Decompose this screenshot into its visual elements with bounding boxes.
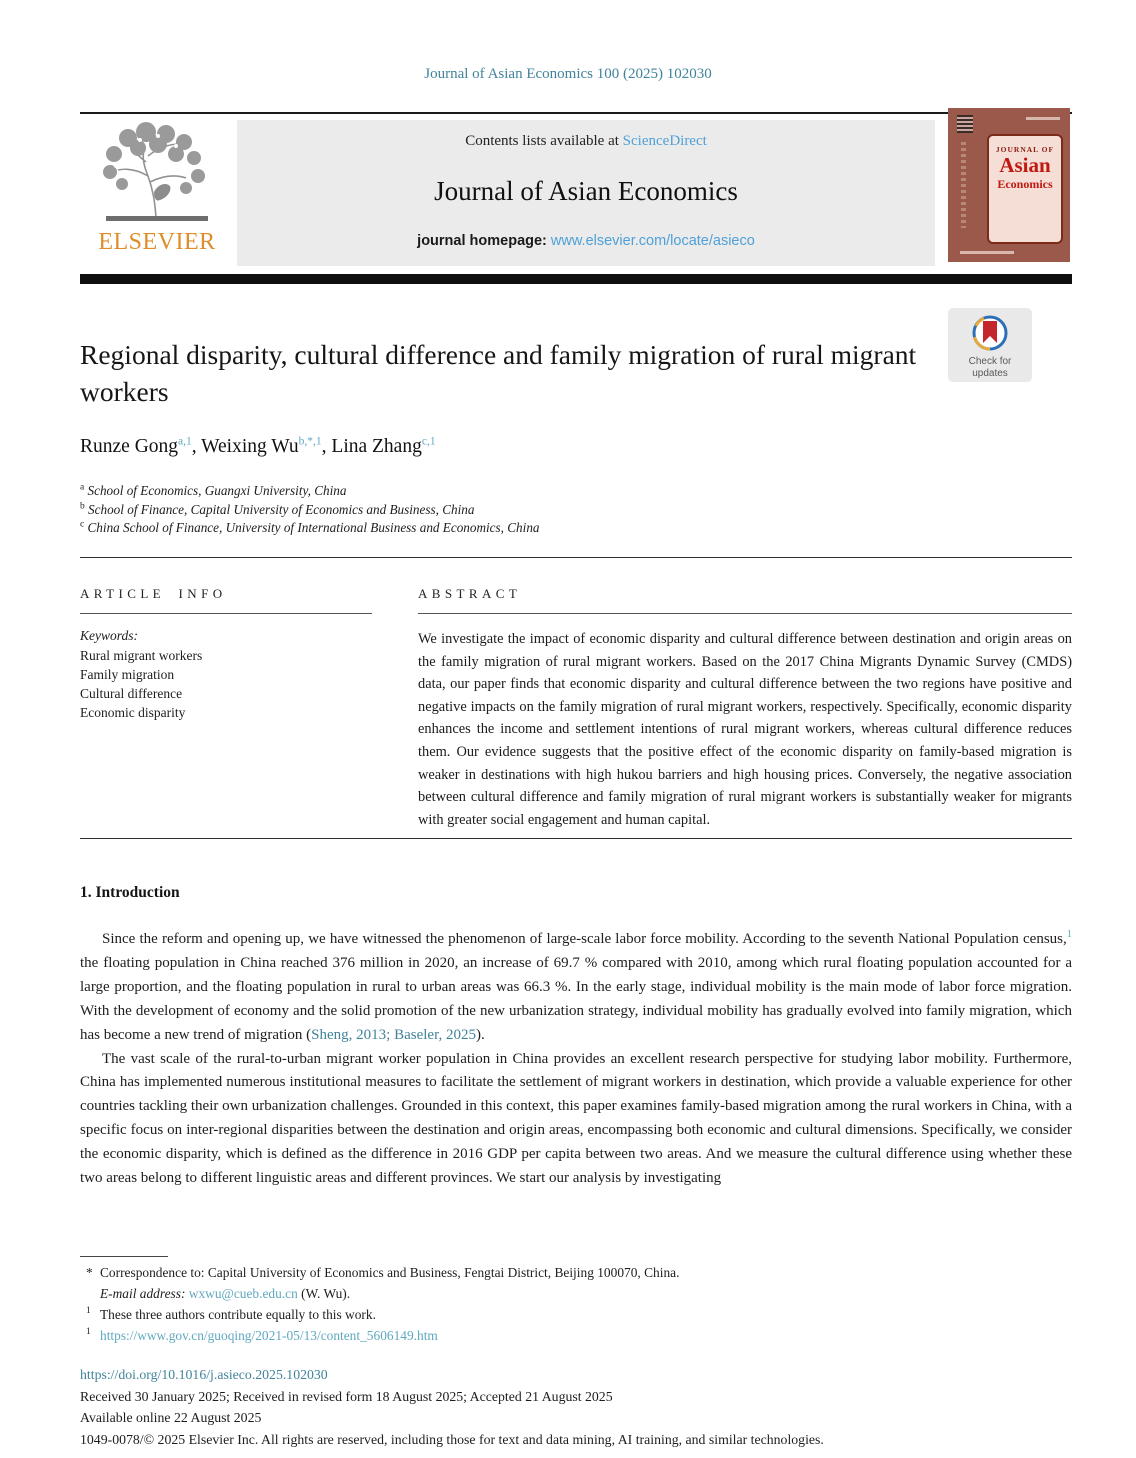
check-for-updates-badge[interactable]	[948, 308, 1032, 382]
article-title: Regional disparity, cultural difference and family migration of rural migrant workers	[80, 339, 917, 408]
abstract-heading: ABSTRACT	[418, 586, 522, 601]
citation-link-sheng-baseler[interactable]: Sheng, 2013; Baseler, 2025	[311, 1026, 476, 1043]
homepage-label: journal homepage:	[417, 233, 551, 249]
copyright-line: 1049-0078/© 2025 Elsevier Inc. All rights are reserved, including those for text and data mining, AI training, and similar technologies.	[80, 1431, 824, 1447]
author-separator: ,	[191, 436, 202, 457]
elsevier-logo[interactable]	[82, 122, 232, 256]
intro-p1-text-b: the floating population in China reached 376 million in 2020, an increase of 69.7 % compared with 2010, among which rural floating population accounted for a large proportion, and the floating population in rural to urban areas was 66.3 %. In the early stage, individual mobility is the main mode of labor force migration. With the development of economy and the solid promotion of the new urbanization strategy, individual mobility has gradually evolved into family migration, which has become a new trend of migration (	[80, 954, 1072, 1043]
intro-paragraph-1	[80, 928, 1072, 1048]
affiliation-line	[80, 519, 540, 538]
journal-banner	[237, 120, 935, 266]
asterisk-marker: *	[86, 1265, 93, 1280]
footnote-marker-1: 1	[86, 1306, 91, 1316]
article-footer	[80, 1364, 1072, 1450]
abstract-text: We investigate the impact of economic disparity and cultural difference between destination and origin areas on the family migration of rural migrant workers. Based on the 2017 China Migrants Dynamic Survey (CMDS) data, our paper finds that economic disparity and cultural difference between the two regions have positive and negative impacts on the family migration of rural migrant workers, respectively. Specifically, economic disparity enhances the income and settlement intentions of rural migrant workers, whereas cultural difference reduces them. Our evidence suggests that the positive effect of the economic disparity on family-based migration is weaker in destinations with high hukou barriers and high housing prices. Conversely, the negative association between cultural difference and family migration of rural migrant workers is substantially weaker for migrants with greater social engagement and human capital.	[418, 631, 1072, 828]
homepage-link[interactable]: www.elsevier.com/locate/asieco	[550, 233, 755, 249]
affiliation-text: School of Finance, Capital University of Economics and Business, China	[88, 501, 475, 517]
abstract-column	[418, 586, 1072, 831]
intro-p1-text-c: ).	[475, 1026, 485, 1043]
section-divider	[80, 557, 1072, 558]
elsevier-wordmark: ELSEVIER	[98, 229, 216, 255]
keyword: Family migration	[80, 666, 175, 682]
article-info-column	[80, 586, 372, 723]
available-online: Available online 22 August 2025	[80, 1410, 262, 1425]
author-name: Lina Zhang	[331, 436, 422, 457]
affiliation-line	[80, 482, 540, 501]
affiliation-sup: c	[80, 520, 85, 531]
equal-contribution-footnote	[84, 1304, 1044, 1325]
contents-lists-text: Contents lists available at	[465, 133, 623, 149]
intro-p1-text-a: Since the reform and opening up, we have witnessed the phenomenon of large-scale labor force mobility. According to the seventh National Population census,	[102, 931, 1067, 947]
article-info-heading: ARTICLE INFO	[80, 586, 227, 601]
email-suffix: (W. Wu).	[297, 1286, 351, 1301]
abstract-rule	[418, 613, 1072, 614]
received-dates: Received 30 January 2025; Received in revised form 18 August 2025; Accepted 21 August 2025	[80, 1388, 613, 1404]
cover-footer-text	[960, 251, 1014, 254]
email-label: E-mail address:	[100, 1286, 186, 1301]
affiliation-text: School of Economics, Guangxi University, China	[87, 483, 347, 498]
keyword: Economic disparity	[80, 704, 186, 720]
author-list	[80, 436, 436, 458]
journal-cover-thumbnail[interactable]	[948, 108, 1070, 262]
gov-census-link[interactable]: https://www.gov.cn/guoqing/2021-05/13/content_5606149.htm	[100, 1328, 438, 1343]
introduction-body	[80, 928, 1072, 1191]
article-info-rule	[80, 613, 372, 614]
affiliation-line	[80, 501, 540, 520]
keyword: Rural migrant workers	[80, 648, 203, 663]
cover-spine-text	[961, 142, 966, 228]
author-sup[interactable]: a,1	[178, 435, 192, 448]
author-sup[interactable]: b,*,1	[298, 435, 322, 448]
intro-paragraph-2: The vast scale of the rural-to-urban migrant worker population in China provides an excellent research perspective for studying labor mobility. Furthermore, China has implemented numerous institutional measures to facilitate the settlement of migrant workers in destination, which provide a valuable experience for other countries tackling their own urbanization challenges. Grounded in this context, this paper examines family-based migration among the rural workers in China, with a specific focus on inter-regional disparities between the destination and origin areas, encompassing both economic and cultural dimensions. Specifically, we consider the economic disparity, which is defined as the difference in 2016 GDP per capita between two areas. And we measure the cultural difference using whether these two areas belong to different linguistic areas and different provinces. We start our analysis by investigating	[80, 1050, 1072, 1187]
affiliation-sup: b	[80, 501, 85, 512]
census-link-footnote	[84, 1325, 1044, 1346]
section-divider	[80, 838, 1072, 839]
cover-title-line2: Economics	[997, 177, 1053, 191]
cover-journal-of: JOURNAL OF	[995, 145, 1055, 154]
email-footnote	[84, 1283, 1044, 1304]
footnotes	[84, 1262, 1044, 1346]
affiliation-text: China School of Finance, University of International Business and Economics, China	[87, 520, 540, 536]
author-name: Runze Gong	[80, 436, 179, 457]
keywords-label: Keywords:	[80, 628, 138, 643]
affiliation-list	[80, 482, 540, 538]
cover-title-panel	[987, 134, 1063, 244]
affiliation-sup: a	[80, 482, 85, 493]
email-link[interactable]: wxwu@cueb.edu.cn	[188, 1286, 298, 1301]
check-for-updates-label: Check for updates	[968, 356, 1012, 379]
equal-contribution-text: These three authors contribute equally to this work.	[100, 1307, 376, 1322]
journal-header	[80, 112, 1072, 272]
author-separator: ,	[321, 436, 332, 457]
correspondence-footnote	[84, 1262, 1044, 1283]
footnote-reference-1[interactable]: 1	[1066, 929, 1072, 940]
doi-link[interactable]: https://doi.org/10.1016/j.asieco.2025.102030	[80, 1367, 328, 1382]
author-sup[interactable]: c,1	[421, 435, 436, 448]
cover-title-line1: Asian	[999, 153, 1051, 177]
correspondence-text: Correspondence to: Capital University of Economics and Business, Fengtai District, Beijing 100070, China.	[100, 1265, 680, 1280]
author-name: Weixing Wu	[201, 436, 299, 457]
cover-barcode	[957, 115, 973, 133]
contents-lists-line	[237, 133, 935, 150]
journal-title: Journal of Asian Economics	[434, 176, 738, 206]
sciencedirect-link[interactable]: ScienceDirect	[622, 133, 707, 149]
elsevier-tree-icon	[98, 122, 216, 226]
cover-issue-text	[1026, 117, 1060, 120]
running-head-citation: Journal of Asian Economics 100 (2025) 102030	[424, 66, 712, 82]
keyword: Cultural difference	[80, 685, 183, 701]
footnote-marker-2: 1	[86, 1327, 91, 1337]
section-heading-introduction: 1. Introduction	[80, 884, 180, 901]
homepage-line	[237, 233, 935, 249]
check-for-updates-icon	[948, 308, 1032, 354]
header-divider-bar	[80, 274, 1072, 284]
footnote-divider	[80, 1256, 168, 1257]
